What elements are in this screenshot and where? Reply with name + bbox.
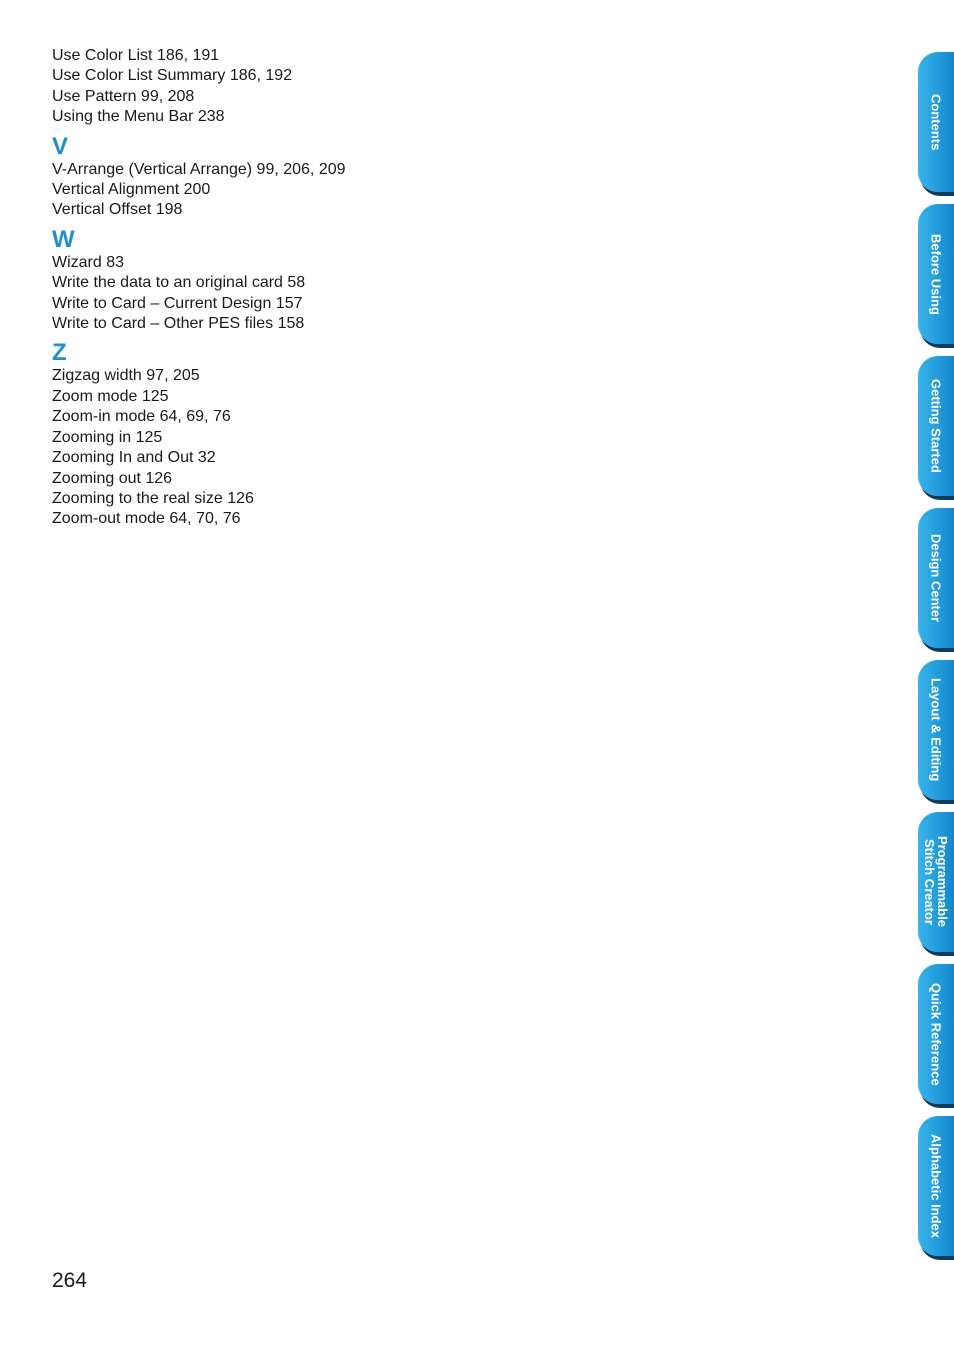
page-number: 264 [52, 1269, 88, 1292]
index-entry: Vertical Offset 198 [52, 201, 183, 219]
tab-label: Layout & Editing [928, 678, 944, 782]
index-entry: Zooming In and Out 32 [52, 449, 216, 467]
tab-label: Design Center [928, 533, 944, 623]
section-letter-z: Z [52, 339, 67, 367]
tab-label: Contents [928, 93, 944, 151]
index-entry: Use Color List Summary 186, 192 [52, 67, 293, 85]
index-entry: Zooming in 125 [52, 428, 163, 446]
index-entry: Zoom mode 125 [52, 387, 169, 405]
index-entry: Zooming to the real size 126 [52, 489, 254, 507]
index-entry: Zooming out 126 [52, 469, 173, 487]
tab-layout-editing[interactable] [918, 660, 954, 800]
alphabetic-index-list [52, 46, 852, 530]
tab-programmable-stitch-creator[interactable] [918, 812, 954, 952]
index-entry: Zoom-in mode 64, 69, 76 [52, 408, 231, 426]
index-entry: Zigzag width 97, 205 [52, 367, 200, 385]
index-entry: Use Pattern 99, 208 [52, 87, 195, 105]
tab-label: Programmable Stitch Creator [922, 836, 950, 928]
tab-label: Getting Started [928, 379, 944, 473]
tab-label: Before Using [928, 233, 944, 315]
section-letter-w: W [52, 225, 75, 253]
tab-getting-started[interactable] [918, 356, 954, 496]
index-entry: V-Arrange (Vertical Arrange) 99, 206, 209 [52, 160, 346, 178]
tab-label: Alphabetic Index [928, 1133, 944, 1239]
section-letter-v: V [52, 132, 69, 160]
index-entry: Using the Menu Bar 238 [52, 108, 225, 126]
index-entry: Wizard 83 [52, 253, 125, 271]
tab-before-using[interactable] [918, 204, 954, 344]
tab-design-center[interactable] [918, 508, 954, 648]
tab-quick-reference[interactable] [918, 964, 954, 1104]
index-entry: Write to Card – Other PES files 158 [52, 315, 305, 333]
index-entry: Vertical Alignment 200 [52, 181, 211, 199]
tab-alphabetic-index[interactable] [918, 1116, 954, 1256]
index-entry: Zoom-out mode 64, 70, 76 [52, 510, 241, 528]
index-entry: Write to Card – Current Design 157 [52, 294, 303, 312]
tab-label: Quick Reference [928, 982, 944, 1086]
index-entry: Use Color List 186, 191 [52, 47, 220, 64]
index-entry: Write the data to an original card 58 [52, 274, 306, 292]
tab-contents[interactable] [918, 52, 954, 192]
